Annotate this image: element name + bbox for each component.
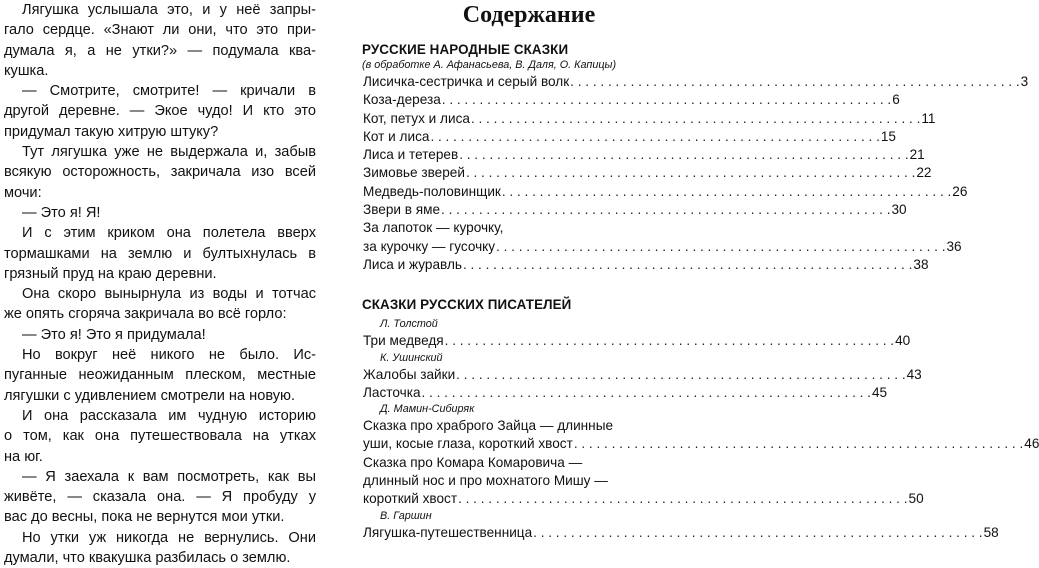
story-line-text: — Смотрите, смотрите! — кричали в [22,83,316,100]
story-line [4,284,316,304]
story-line-text: всякую осторожность, закричала изо всей [4,164,316,181]
toc-entry[interactable] [362,183,968,201]
story-line-text: на юг. [4,448,43,465]
story-line-text: И она рассказала им чудную историю [22,407,316,424]
dot-leader: . . . . . . . . . . . . . . . . . . . . . . . . . . . . . . . . . . . . . . . . . . . . . . . . . . . . . . . . . . . . [430,128,880,144]
toc-page-number: 58 [983,524,999,540]
story-line [4,507,316,527]
dot-leader: . . . . . . . . . . . . . . . . . . . . . . . . . . . . . . . . . . . . . . . . . . . . . . . . . . . . . . . . . . . . [533,524,983,540]
folk-tales-list [362,73,1029,274]
story-line-text: кушка. [4,62,49,79]
toc-page-number: 30 [891,202,907,218]
dot-leader: . . . . . . . . . . . . . . . . . . . . . . . . . . . . . . . . . . . . . . . . . . . . . . . . . . . . . . . . . . . . [459,147,909,163]
table-of-contents-page [362,0,1039,540]
toc-page-number: 22 [916,165,932,181]
story-line [4,0,316,20]
story-line-text: Тут лягушка уже не выдержала и, забыв [22,144,316,161]
story-line [4,244,316,264]
dot-leader: . . . . . . . . . . . . . . . . . . . . . . . . . . . . . . . . . . . . . . . . . . . . . . . . . . . . . . . . . . . . [458,491,908,507]
story-line [4,81,316,101]
toc-entry[interactable] [362,91,900,109]
toc-page-number: 40 [895,333,911,349]
toc-entry[interactable] [362,435,1039,453]
toc-entry-title-continued: Сказка про Комара Комаровича — [363,454,583,470]
toc-entry-title: Лисичка-сестричка и серый волк [363,74,570,89]
toc-entry-title-continued: За лапоток — курочку, [363,220,504,236]
toc-page-number: 6 [892,92,900,108]
story-line-text: тормашками на землю и бултыхнулась в [4,245,316,262]
toc-entry-title: короткий хвост [363,491,458,507]
toc-entry-title-continued: длинный нос и про мохнатого Мишу — [363,473,608,489]
story-line-text: Но вокруг неё никого не было. Ис- [22,347,316,364]
story-line-text: гало сердце. «Знают ли они, что это при- [4,22,316,39]
story-line [4,365,316,385]
story-line [4,304,316,324]
story-line-text: Но утки уж никогда не вернулись. Они [22,529,316,546]
story-line [4,203,316,223]
toc-page-number: 38 [913,256,929,272]
story-line [4,406,316,426]
dot-leader: . . . . . . . . . . . . . . . . . . . . . . . . . . . . . . . . . . . . . . . . . . . . . . . . . . . . . . . . . . . . [441,92,892,108]
story-line-text: живёте, — сказала она. — Я пробуду у [4,489,316,506]
dot-leader: . . . . . . . . . . . . . . . . . . . . . . . . . . . . . . . . . . . . . . . . . . . . . . . . . . . . . . . . . . . . [441,202,891,218]
story-line [4,183,316,203]
story-line-text: мочи: [4,184,42,201]
author-name: В. Гаршин [380,509,432,522]
section-heading-russian-writers: СКАЗКИ РУССКИХ ПИСАТЕЛЕЙ [362,297,572,313]
author-name: Л. Толстой [380,318,438,331]
toc-page-number: 50 [908,491,924,507]
story-line [4,426,316,446]
author-name: К. Ушинский [380,351,443,364]
toc-entry-title: Три медведя [363,333,444,349]
toc-page-number: 15 [880,128,896,144]
toc-page-number: 11 [921,110,936,126]
story-line-text: же опять сгоряча закричала во всё горло: [4,306,287,323]
story-line [4,223,316,243]
story-line [4,386,316,406]
story-line-text: вас до весны, пока не вернутся мои утки. [4,509,285,526]
section-heading-folk-tales: РУССКИЕ НАРОДНЫЕ СКАЗКИ [362,42,569,57]
story-line [4,487,316,507]
story-line [4,61,316,81]
toc-entry-title: уши, косые глаза, короткий хвост [363,436,573,452]
story-page [4,0,316,567]
story-line [4,345,316,365]
toc-entry[interactable] [362,332,911,350]
toc-page-number: 36 [946,238,962,254]
dot-leader: . . . . . . . . . . . . . . . . . . . . . . . . . . . . . . . . . . . . . . . . . . . . . . . . . . . . . . . . . . . . [462,256,913,272]
story-line [4,528,316,548]
toc-page-number: 21 [909,147,925,163]
toc-entry-title-continued: Сказка про храброго Зайца — длинные [363,418,614,434]
writers-tales-list [362,317,1039,542]
story-line-text: думали, что квакушка разбилась о землю. [4,550,291,567]
story-line-text: И с этим криком она полетела вверх [22,225,316,242]
story-line-text: — Я заехала к вам посмотреть, как вы [22,468,316,485]
story-line-text: Лягушка услышала это, и у неё запры- [22,2,316,18]
toc-entry-title: Медведь-половинщик [363,183,501,199]
dot-leader: . . . . . . . . . . . . . . . . . . . . . . . . . . . . . . . . . . . . . . . . . . . . . . . . . . . . . . . . . . . . [456,366,906,382]
dot-leader: . . . . . . . . . . . . . . . . . . . . . . . . . . . . . . . . . . . . . . . . . . . . . . . . . . . . . . . . . . . . [570,74,1020,89]
story-line [4,101,316,121]
story-line-text: Она скоро вынырнула из воды и тотчас [22,286,316,303]
story-line-text: лягушки с удивлением смотрели на новую. [4,387,296,404]
toc-entry[interactable] [362,201,907,219]
dot-leader: . . . . . . . . . . . . . . . . . . . . . . . . . . . . . . . . . . . . . . . . . . . . . . . . . . . . . . . . . . . . [421,384,871,400]
toc-page-number: 43 [906,366,922,382]
story-line-text: придумал такую хитрую штуку? [4,123,219,140]
toc-entry-title: Коза-дереза [363,92,441,108]
toc-page-number: 46 [1024,436,1039,452]
dot-leader: . . . . . . . . . . . . . . . . . . . . . . . . . . . . . . . . . . . . . . . . . . . . . . . . . . . . . . . . . . . . [501,183,952,199]
toc-page-number: 26 [952,183,968,199]
story-line [4,142,316,162]
section-subtitle: (в обработке А. Афанасьева, В. Даля, О. Капицы) [362,59,617,71]
dot-leader: . . . . . . . . . . . . . . . . . . . . . . . . . . . . . . . . . . . . . . . . . . . . . . . . . . . . . . . . . . . . [573,436,1024,452]
story-line [4,20,316,40]
toc-entry-title: Кот, петух и лиса [363,110,470,126]
dot-leader: . . . . . . . . . . . . . . . . . . . . . . . . . . . . . . . . . . . . . . . . . . . . . . . . . . . . . . . . . . . . [496,238,946,254]
toc-entry[interactable] [362,128,896,146]
toc-entry-title: Лиса и тетерев [363,147,459,163]
story-line [4,162,316,182]
toc-title: Содержание [462,2,596,28]
story-line [4,41,316,61]
toc-entry-title: Зимовье зверей [363,165,465,181]
toc-entry[interactable] [362,164,932,182]
toc-entry-title: Лиса и журавль [363,256,462,272]
toc-entry[interactable] [362,524,999,542]
dot-leader: . . . . . . . . . . . . . . . . . . . . . . . . . . . . . . . . . . . . . . . . . . . . . . . . . . . . . . . . . . . . [465,165,916,181]
toc-entry[interactable] [362,490,924,508]
toc-entry[interactable] [362,384,888,402]
toc-entry[interactable] [362,110,936,128]
toc-page-number: 3 [1020,74,1029,89]
story-line [4,548,316,568]
story-line [4,447,316,467]
author-name: Д. Мамин-Сибиряк [380,403,475,416]
story-line [4,122,316,142]
toc-entry[interactable] [362,73,1029,91]
toc-entry-title: за курочку — гусочку [363,238,496,254]
toc-entry-title: Кот и лиса [363,128,430,144]
toc-entry[interactable] [362,146,925,164]
toc-entry-title: Лягушка-путешественница [363,524,533,540]
toc-entry[interactable] [362,256,929,274]
story-line-text: — Это я! Я! [22,204,101,221]
story-line-text: о том, как она путешествовала на утках [4,428,316,445]
story-line-text: грязный пруд на краю деревни. [4,265,217,282]
dot-leader: . . . . . . . . . . . . . . . . . . . . . . . . . . . . . . . . . . . . . . . . . . . . . . . . . . . . . . . . . . . . [444,333,895,349]
story-line [4,325,316,345]
story-line [4,467,316,487]
story-line-text: думала я, а не утки?» — подумала ква- [4,42,316,59]
toc-entry[interactable] [362,238,962,256]
story-line [4,264,316,284]
story-line-text: другой деревне. — Экое чудо! И кто это [4,103,316,120]
toc-page-number: 45 [871,384,888,400]
toc-entry-title: Жалобы зайки [363,366,456,382]
story-line-text: — Это я! Это я придумала! [22,326,206,343]
toc-entry-title: Звери в яме [363,202,441,218]
toc-entry-title: Ласточка [363,384,421,400]
story-line-text: пуганные неожиданным плеском, местные [4,367,316,384]
dot-leader: . . . . . . . . . . . . . . . . . . . . . . . . . . . . . . . . . . . . . . . . . . . . . . . . . . . . . . . . . . . . [470,110,921,126]
toc-entry[interactable] [362,366,922,384]
